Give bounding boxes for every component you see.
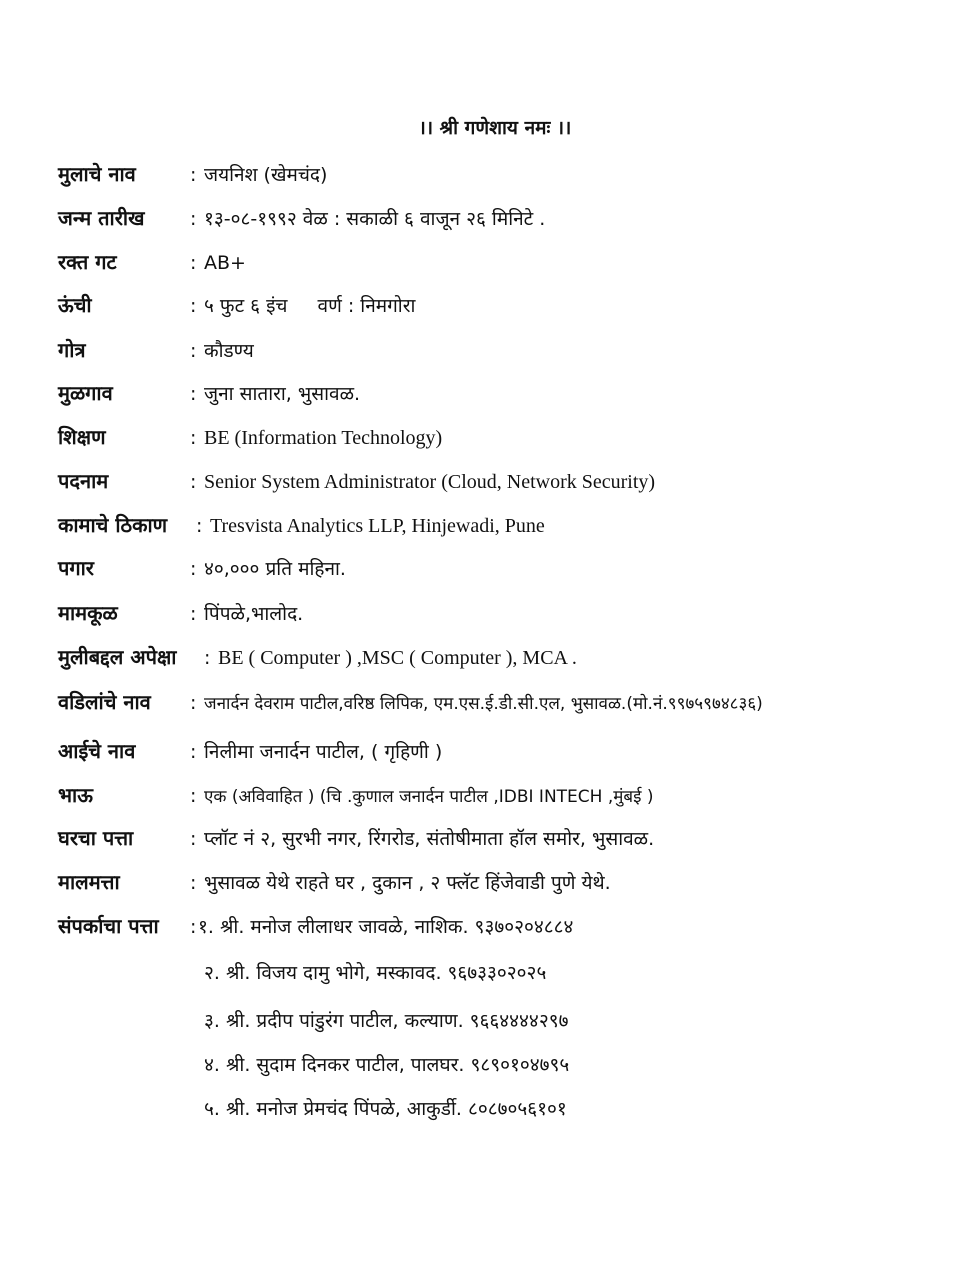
separator: : — [190, 383, 197, 405]
field-label: पगार — [58, 556, 94, 580]
field-gotra — [58, 336, 254, 363]
field-value: जनार्दन देवराम पाटील,वरिष्ठ लिपिक, एम.एस.ई.डी.सी.एल, भुसावळ.(मो.नं.९९७५९७४८३६) — [204, 694, 763, 714]
field-label: वडिलांचे नाव — [58, 690, 151, 714]
field-value: कौडण्य — [204, 340, 254, 362]
field-value: Senior System Administrator (Cloud, Network Security) — [204, 471, 656, 493]
field-label: शिक्षण — [58, 425, 106, 449]
separator: : — [190, 828, 197, 850]
field-contacts — [58, 912, 573, 939]
field-salary — [58, 554, 346, 581]
field-label: मुळगाव — [58, 381, 113, 405]
separator: : — [190, 427, 197, 449]
separator: : — [190, 872, 197, 894]
field-address — [58, 824, 654, 851]
field-dob — [58, 204, 545, 231]
separator: : — [190, 340, 197, 362]
field-value: BE (Information Technology) — [204, 427, 443, 449]
field-value: AB+ — [204, 252, 246, 274]
field-native-place — [58, 379, 360, 406]
separator: : — [190, 741, 197, 763]
field-label: ऊंची — [58, 293, 92, 317]
field-label: संपर्काचा पत्ता — [58, 914, 159, 938]
field-value: Tresvista Analytics LLP, Hinjewadi, Pune — [210, 515, 545, 537]
field-property — [58, 868, 611, 895]
separator: : — [196, 515, 203, 537]
field-father — [58, 688, 763, 715]
field-value: निलीमा जनार्दन पाटील, ( गृहिणी ) — [204, 741, 443, 763]
contact-item: ३. श्री. प्रदीप पांडुरंग पाटील, कल्याण. ९६६४४४४२९७ — [204, 1010, 569, 1032]
separator: : — [190, 558, 197, 580]
field-value: जयनिश (खेमचंद) — [204, 164, 328, 186]
field-height — [58, 291, 415, 318]
field-label: मुलीबद्दल अपेक्षा — [58, 645, 177, 669]
separator: : — [190, 252, 197, 274]
page-heading: ।। श्री गणेशाय नमः ।। — [418, 117, 572, 139]
field-workplace — [58, 511, 545, 538]
contact-item: १. श्री. मनोज लीलाधर जावळे, नाशिक. ९३७०२०४८८४ — [198, 916, 574, 938]
field-value: प्लॉट नं २, सुरभी नगर, रिंगरोड, संतोषीमाता हॉल समोर, भुसावळ. — [204, 828, 655, 850]
contact-item: ५. श्री. मनोज प्रेमचंद पिंपळे, आकुर्डी. ८०८७०५६१०१ — [204, 1098, 567, 1120]
field-mother — [58, 737, 442, 764]
field-value: ४०,००० प्रति महिना. — [204, 558, 346, 580]
separator: : — [190, 785, 197, 807]
field-value: BE ( Computer ) ,MSC ( Computer ), MCA . — [218, 647, 577, 669]
field-brother — [58, 781, 654, 808]
field-label: आईचे नाव — [58, 739, 136, 763]
field-label: घरचा पत्ता — [58, 826, 134, 850]
field-label: कामाचे ठिकाण — [58, 513, 168, 537]
field-education — [58, 423, 442, 450]
field-blood-group — [58, 248, 246, 275]
field-label: मुलाचे नाव — [58, 162, 136, 186]
field-value: जुना सातारा, भुसावळ. — [204, 383, 361, 405]
separator: : — [190, 471, 197, 493]
field-value: भुसावळ येथे राहते घर , दुकान , २ फ्लॅट हिंजेवाडी पुणे येथे. — [204, 872, 611, 894]
separator: : — [190, 692, 197, 714]
field-label: रक्त गट — [58, 250, 117, 274]
field-value: ५ फुट ६ इंच — [204, 295, 288, 317]
field-label: जन्म तारीख — [58, 206, 145, 230]
field-designation — [58, 467, 655, 494]
field-value: १३-०८-१९९२ वेळ : सकाळी ६ वाजून २६ मिनिटे . — [204, 208, 546, 230]
separator: : — [204, 647, 211, 669]
field-label: मालमत्ता — [58, 870, 120, 894]
field-maternal-family — [58, 599, 303, 626]
separator: : — [190, 916, 197, 938]
field-expectation — [58, 643, 577, 670]
field-label: गोत्र — [58, 338, 86, 362]
field-name — [58, 160, 327, 187]
field-label: मामकूळ — [58, 601, 118, 625]
field-value: पिंपळे,भालोद. — [204, 603, 304, 625]
separator: : — [190, 603, 197, 625]
contact-item: ४. श्री. सुदाम दिनकर पाटील, पालघर. ९८९०१०४७९५ — [204, 1054, 570, 1076]
contact-item: २. श्री. विजय दामु भोगे, मस्कावद. ९६७३३०२०२५ — [204, 962, 547, 984]
complexion-value: वर्ण : निमगोरा — [317, 295, 416, 317]
separator: : — [190, 164, 197, 186]
field-label: भाऊ — [58, 783, 93, 807]
field-value: एक (अविवाहित ) (चि .कुणाल जनार्दन पाटील ,IDBI INTECH ,मुंबई ) — [204, 787, 654, 807]
field-label: पदनाम — [58, 469, 109, 493]
separator: : — [190, 295, 197, 317]
separator: : — [190, 208, 197, 230]
